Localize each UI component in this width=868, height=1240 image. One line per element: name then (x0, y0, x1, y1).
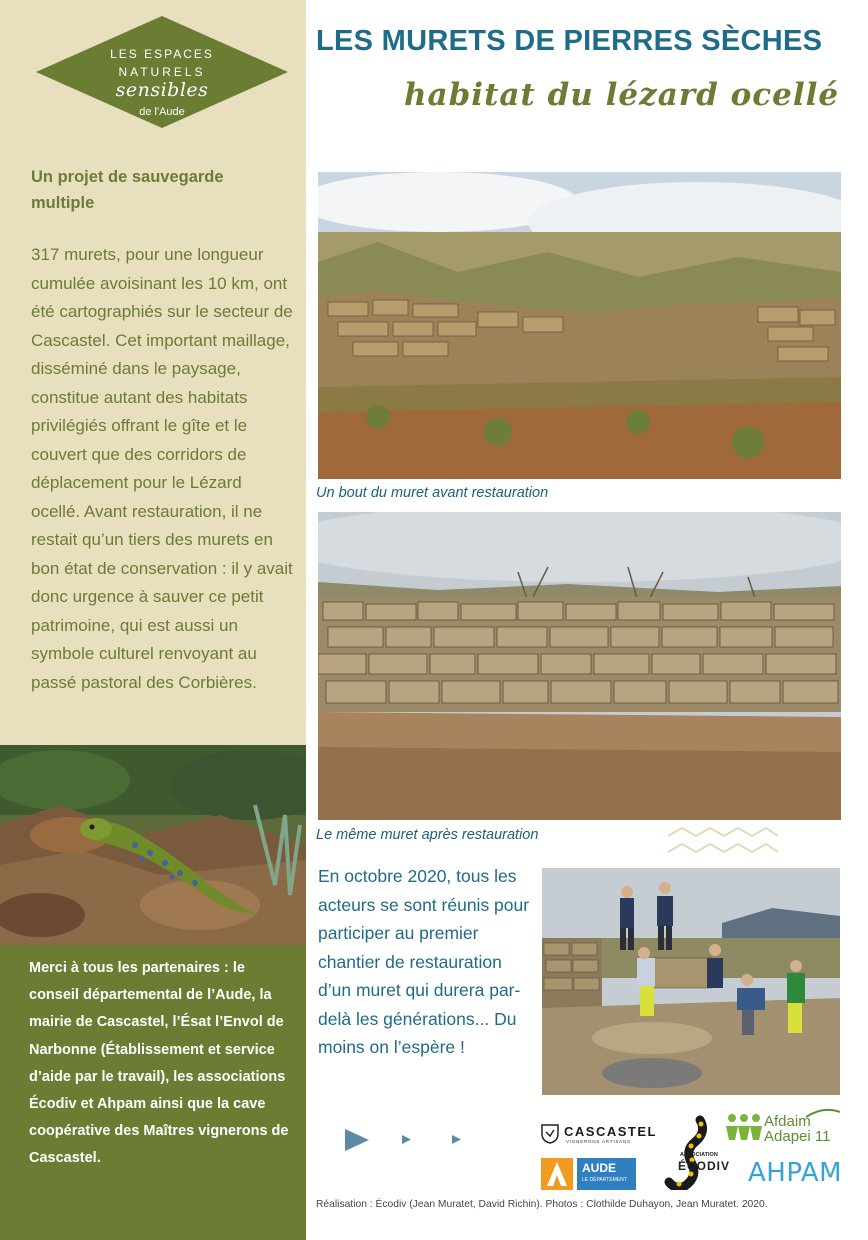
project-body-text: 317 murets, pour une longueur cumulée avoisinant les 10 km, ont été cartographiés sur le secteur de Cascastel. Cet important maillage, disséminé dans le paysage, constitue autant des habitats privilégiés offrant le gîte et le couvert que des corridors de déplacement pour le Lézard ocellé. Avant restauration, il ne restait qu’un tiers des murets en bon état de conservation : il y avait donc urgence à sauver ce petit patrimoine, qui est aussi un symbole culturel renvoyant au passé pastoral des Corbières. (31, 245, 293, 692)
partner-ahpam-logo: AHPAM (748, 1158, 843, 1188)
brand-line4: de l'Aude (139, 106, 185, 118)
afdaim-bird-icon (806, 1108, 840, 1118)
partner-cascastel-tagline: VIGNERONS ARTISANS (566, 1139, 631, 1144)
brand-line2: NATURELS (118, 65, 206, 79)
event-text: En octobre 2020, tous les acteurs se sont réunis pour participer au premier chantier de restauration d’un muret qui durera par-delà les générations... Du moins on l’espère ! (318, 866, 530, 1057)
zigzag-decoration (668, 826, 778, 858)
credits-text: Réalisation : Écodiv (Jean Muratet, David Richin). Photos : Clothilde Duhayon, Jean Muratet. 2020. (316, 1199, 768, 1210)
cascastel-shield-icon (541, 1124, 559, 1144)
partner-ecodiv-label: ASSOCIATION (680, 1152, 718, 1158)
partner-aude-logo: AUDE (582, 1161, 617, 1175)
play-arrow-large-icon (345, 1129, 369, 1151)
play-arrow-small-icon (452, 1135, 461, 1144)
partner-aude-tagline: LE DÉPARTEMENT (582, 1177, 627, 1183)
brand-logo (36, 16, 288, 128)
partner-ecodiv-logo: ÉCODIV (678, 1159, 731, 1173)
brand-line1: LES ESPACES (110, 47, 214, 61)
play-arrow-small-icon (402, 1135, 411, 1144)
afdaim-figures-icon (726, 1112, 762, 1142)
partner-cascastel-logo: CASCASTEL (564, 1124, 657, 1139)
photo-wall-before (318, 172, 841, 479)
page-subtitle: habitat du lézard ocellé (404, 77, 840, 113)
brand-line3: sensibles (115, 79, 209, 101)
partner-adapei-logo: Adapei 11 (764, 1128, 831, 1145)
lizard-photo (0, 745, 306, 945)
page-title: LES MURETS DE PIERRES SÈCHES (316, 25, 823, 57)
caption-before: Un bout du muret avant restauration (316, 485, 549, 501)
photo-wall-after (318, 512, 841, 820)
partner-afdaim-logo: Afdaim (764, 1113, 811, 1130)
thanks-text: Merci à tous les partenaires : le conseil départemental de l’Aude, la mairie de Cascastel, l’Ésat l’Envol de Narbonne (Établissement et service d’aide par le travail), les associations Écodiv et Ahpam ainsi que la cave coopérative des Maîtres vignerons de Cascastel. (29, 960, 289, 1167)
project-heading: Un projet de sauvegarde multiple (31, 168, 224, 212)
photo-volunteers (542, 868, 840, 1095)
caption-after: Le même muret après restauration (316, 827, 539, 843)
